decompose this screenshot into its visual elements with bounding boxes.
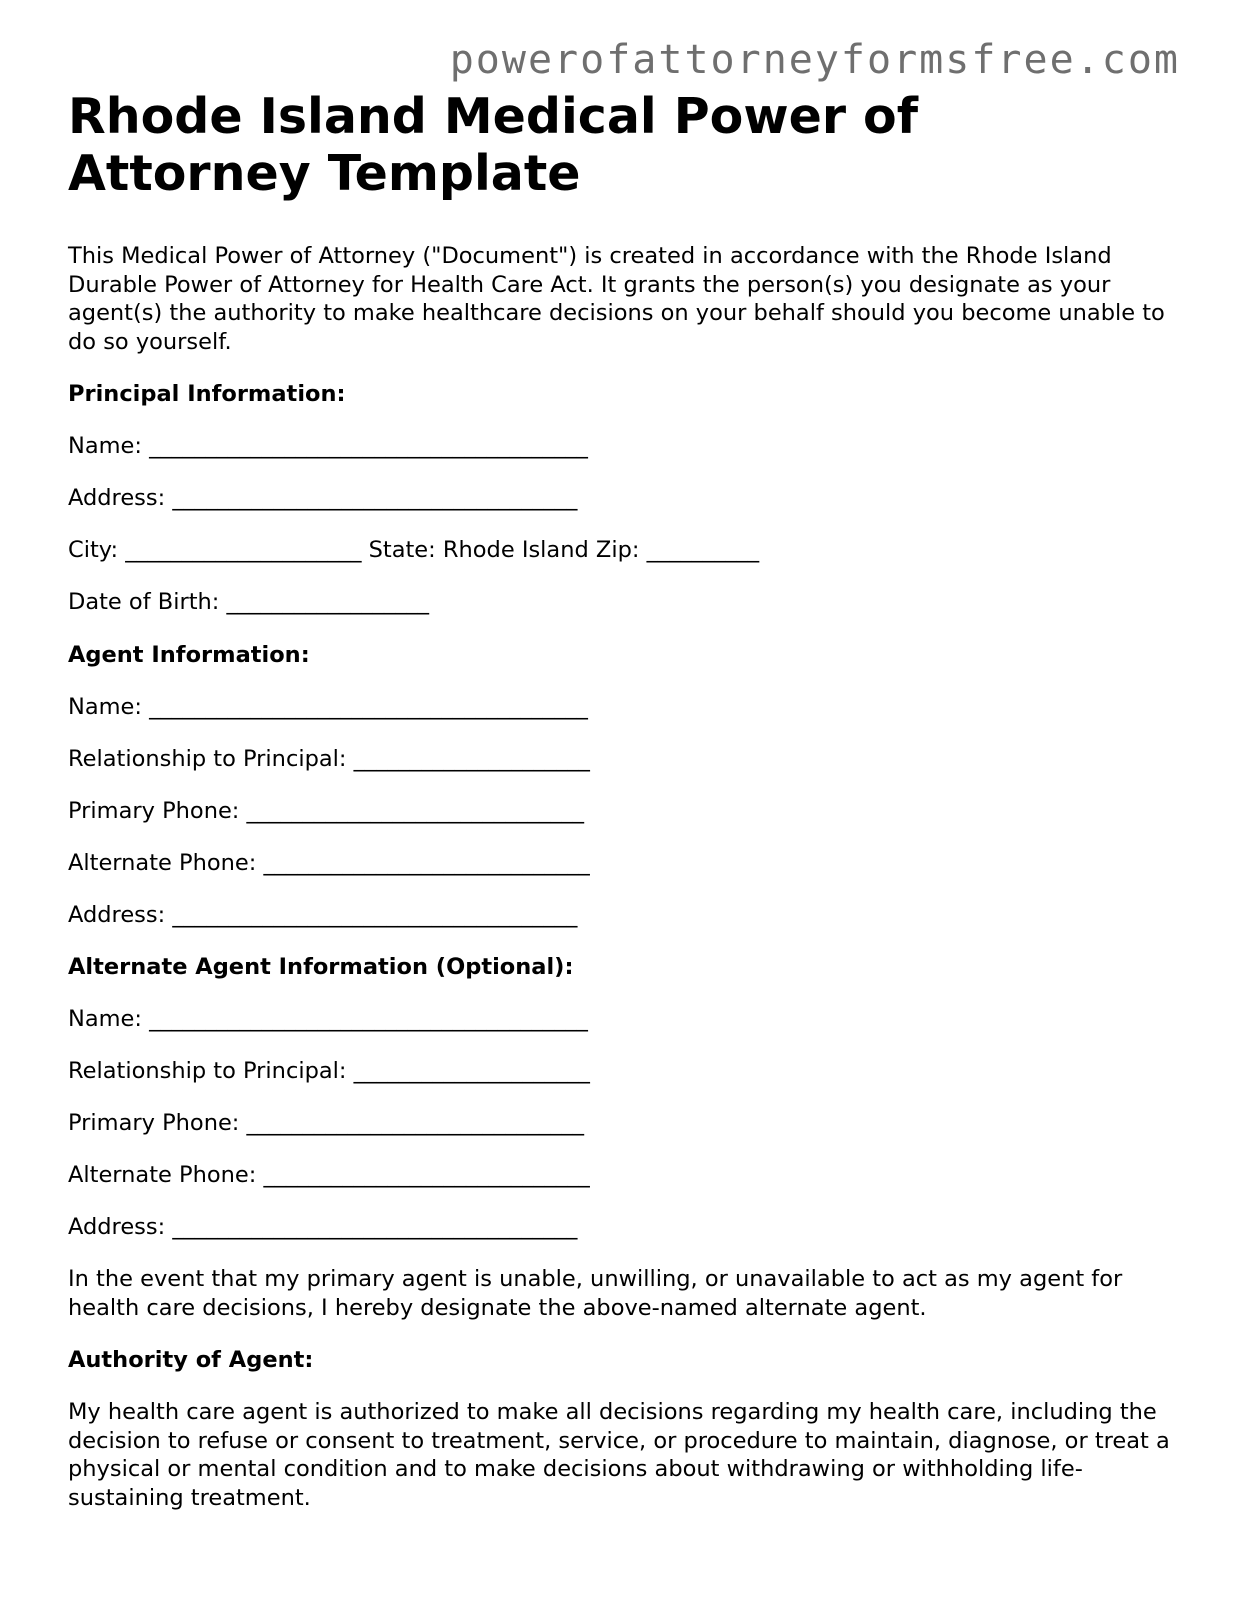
agent-name-field[interactable]: Name: _______________________________________	[68, 693, 588, 720]
page-title: Rhode Island Medical Power of Attorney Template	[68, 88, 919, 202]
principal-city-state-zip-field[interactable]: City: _____________________ State: Rhode Island Zip: __________	[68, 537, 760, 563]
principal-name-field[interactable]: Name: _______________________________________	[68, 433, 588, 459]
watermark: powerofattorneyformsfree.com	[449, 37, 1180, 83]
alternate-agent-relationship-field[interactable]: Relationship to Principal: _____________________	[68, 1058, 590, 1084]
principal-address-field[interactable]: Address: ____________________________________	[68, 485, 578, 511]
alternate-agent-address-field[interactable]: Address: ____________________________________	[68, 1214, 578, 1240]
agent-primary-phone-field[interactable]: Primary Phone: ______________________________	[68, 797, 585, 824]
principal-dob-field[interactable]: Date of Birth: __________________	[68, 589, 430, 615]
alternate-agent-alternate-phone-field[interactable]: Alternate Phone: _____________________________	[68, 1162, 590, 1188]
agent-heading: Agent Information:	[68, 641, 310, 668]
intro-paragraph: This Medical Power of Attorney ("Document") is created in accordance with the Rhode Island Durable Power of Attorney for Health Care Act. It grants the person(s) you designate as your agent(s) the authority to make healthcare decisions on your behalf should you become unable to do so yourself.	[68, 243, 1165, 355]
principal-heading: Principal Information:	[68, 381, 346, 407]
agent-address-field[interactable]: Address: ____________________________________	[68, 901, 578, 928]
document-body	[68, 88, 1178, 1512]
authority-paragraph: My health care agent is authorized to make all decisions regarding my health care, including the decision to refuse or consent to treatment, service, or procedure to maintain, diagnose, or treat a physical or mental condition and to make decisions about withdrawing or withholding life-sustaining treatment.	[68, 1399, 1170, 1511]
alternate-agent-name-field[interactable]: Name: _______________________________________	[68, 1006, 588, 1032]
agent-alternate-phone-field[interactable]: Alternate Phone: _____________________________	[68, 849, 590, 876]
alternate-agent-heading: Alternate Agent Information (Optional):	[68, 954, 574, 980]
alternate-agent-primary-phone-field[interactable]: Primary Phone: ______________________________	[68, 1110, 585, 1136]
agent-relationship-field[interactable]: Relationship to Principal: _____________________	[68, 745, 590, 772]
alternate-designation-paragraph: In the event that my primary agent is unable, unwilling, or unavailable to act as my agent for health care decisions, I hereby designate the above-named alternate agent.	[68, 1266, 1123, 1321]
authority-heading: Authority of Agent:	[68, 1347, 314, 1373]
